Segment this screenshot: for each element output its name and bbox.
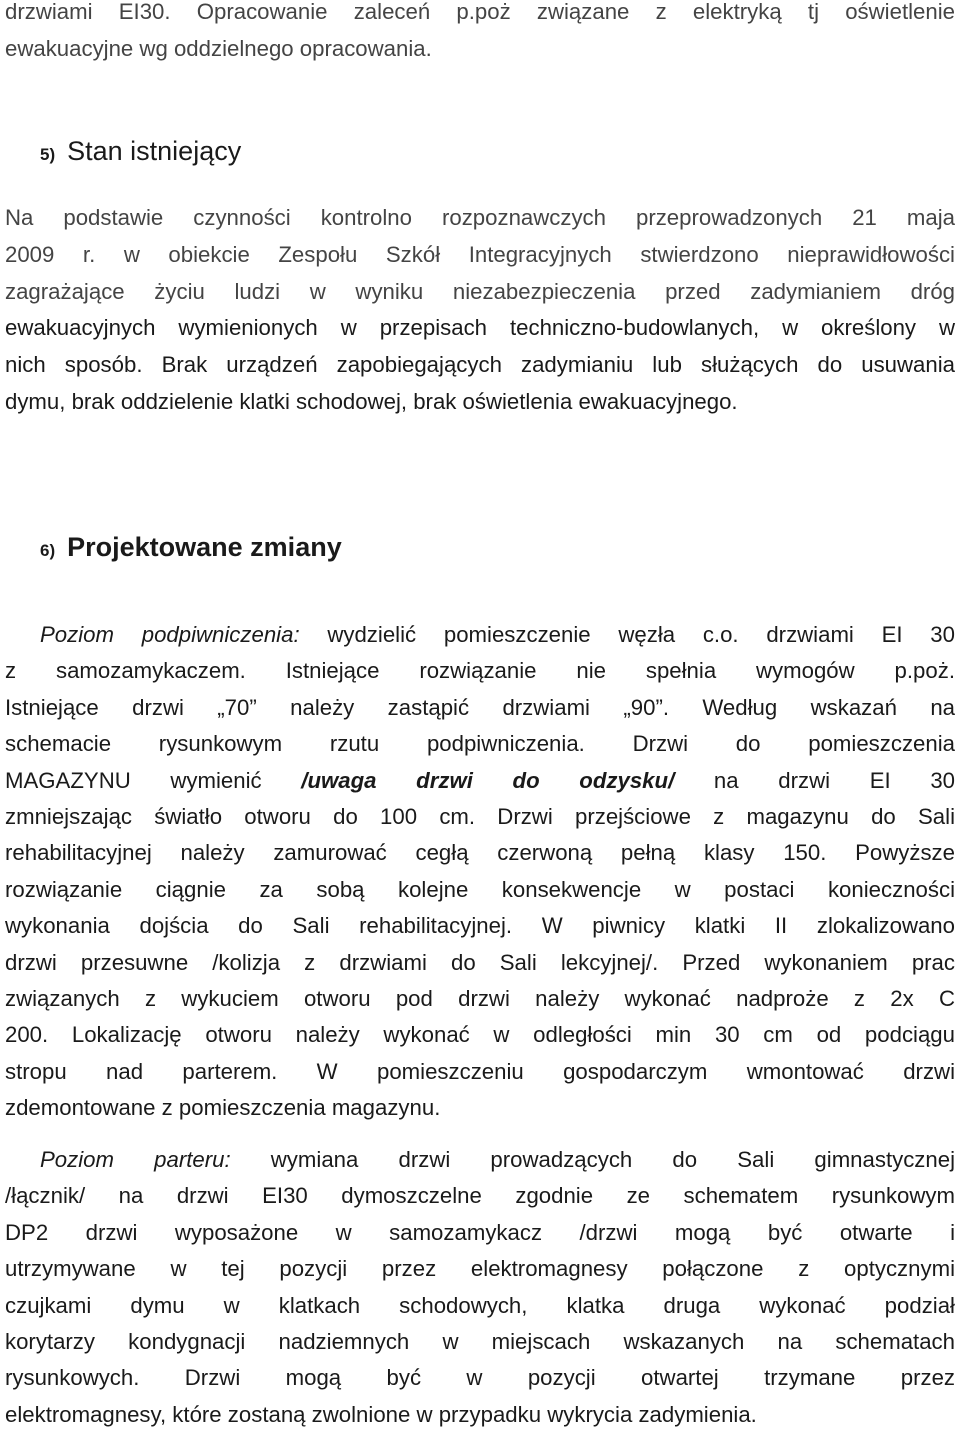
text-line: zagrażające życiu ludzi w wyniku niezabezpieczenia przed zadymianiem dróg — [5, 278, 955, 304]
text-line — [5, 1142, 955, 1178]
text-line: stropu nad parterem. W pomieszczeniu gospodarczym wmontować drzwi — [5, 1058, 955, 1084]
text-line: z samozamykaczem. Istniejące rozwiązanie nie spełnia wymogów p.poż. — [5, 658, 955, 684]
level-label: Poziom podpiwniczenia: — [40, 622, 300, 647]
level-label: Poziom parteru: — [40, 1147, 231, 1172]
text-line: drzwi przesuwne /kolizja z drzwiami do Sali lekcyjnej/. Przed wykonaniem prac — [5, 949, 955, 975]
text-line: elektromagnesy, które zostaną zwolnione w przypadku wykrycia zadymienia. — [5, 1401, 757, 1427]
text-line: 2009 r. w obiekcie Zespołu Szkół Integracyjnych stwierdzono nieprawidłowości — [5, 241, 955, 267]
intro-paragraph — [5, 0, 955, 68]
text-line: nich sposób. Brak urządzeń zapobiegających zadymianiu lub służących do usuwania — [5, 352, 955, 378]
section-5-paragraph — [5, 200, 955, 421]
text-line: drzwiami EI30. Opracowanie zaleceń p.poż związane z elektryką tj oświetlenie — [5, 0, 955, 24]
text-span: wymiana drzwi prowadzących do Sali gimnastycznej — [230, 1147, 955, 1172]
text-span: na drzwi EI 30 — [674, 767, 955, 793]
text-line: związanych z wykuciem otworu pod drzwi należy wykonać nadproże z 2x C — [5, 986, 955, 1012]
section-number: 5) — [40, 145, 56, 164]
text-line — [5, 763, 955, 799]
text-line: utrzymywane w tej pozycji przez elektromagnesy połączone z optycznymi — [5, 1256, 955, 1282]
section-title: Projektowane zmiany — [67, 532, 342, 562]
emphasis-note: /uwaga drzwi do odzysku/ — [301, 767, 675, 793]
text-line: rysunkowych. Drzwi mogą być w pozycji otwartej trzymane przez — [5, 1365, 955, 1391]
text-line: czujkami dymu w klatkach schodowych, klatka druga wykonać podział — [5, 1292, 955, 1318]
text-line: zmniejszając światło otworu do 100 cm. Drzwi przejściowe z magazynu do Sali — [5, 804, 955, 830]
text-line: 200. Lokalizację otworu należy wykonać w odległości min 30 cm od podciągu — [5, 1022, 955, 1048]
text-line: rehabilitacyjnej należy zamurować cegłą czerwoną pełną klasy 150. Powyższe — [5, 840, 955, 866]
section-6-heading — [40, 532, 342, 563]
text-line: rozwiązanie ciągnie za sobą kolejne konsekwencje w postaci konieczności — [5, 876, 955, 902]
basement-paragraph — [5, 617, 955, 1127]
text-span: MAGAZYNU wymienić — [5, 767, 302, 793]
text-line: zdemontowane z pomieszczenia magazynu. — [5, 1095, 441, 1121]
text-line: korytarzy kondygnacji nadziemnych w miejscach wskazanych na schematach — [5, 1329, 955, 1355]
section-title: Stan istniejący — [67, 136, 242, 166]
section-number: 6) — [40, 541, 56, 560]
text-line: ewakuacyjne wg oddzielnego opracowania. — [5, 35, 432, 61]
text-span: wydzielić pomieszczenie węzła c.o. drzwiami EI 30 — [299, 622, 955, 647]
text-line: Istniejące drzwi „70” należy zastąpić drzwiami „90”. Według wskazań na — [5, 694, 955, 720]
text-line: wykonania dojścia do Sali rehabilitacyjnej. W piwnicy klatki II zlokalizowano — [5, 913, 955, 939]
text-line: DP2 drzwi wyposażone w samozamykacz /drzwi mogą być otwarte i — [5, 1219, 955, 1245]
section-5-heading — [40, 136, 241, 167]
ground-floor-paragraph — [5, 1142, 955, 1433]
text-line: Na podstawie czynności kontrolno rozpoznawczych przeprowadzonych 21 maja — [5, 205, 955, 230]
text-line: ewakuacyjnych wymienionych w przepisach techniczno-budowlanych, w określony w — [5, 315, 955, 341]
text-line: schemacie rysunkowym rzutu podpiwniczenia. Drzwi do pomieszczenia — [5, 731, 955, 757]
text-line: dymu, brak oddzielenie klatki schodowej, brak oświetlenia ewakuacyjnego. — [5, 388, 738, 414]
text-line: /łącznik/ na drzwi EI30 dymoszczelne zgodnie ze schematem rysunkowym — [5, 1183, 955, 1209]
text-line — [5, 617, 955, 653]
